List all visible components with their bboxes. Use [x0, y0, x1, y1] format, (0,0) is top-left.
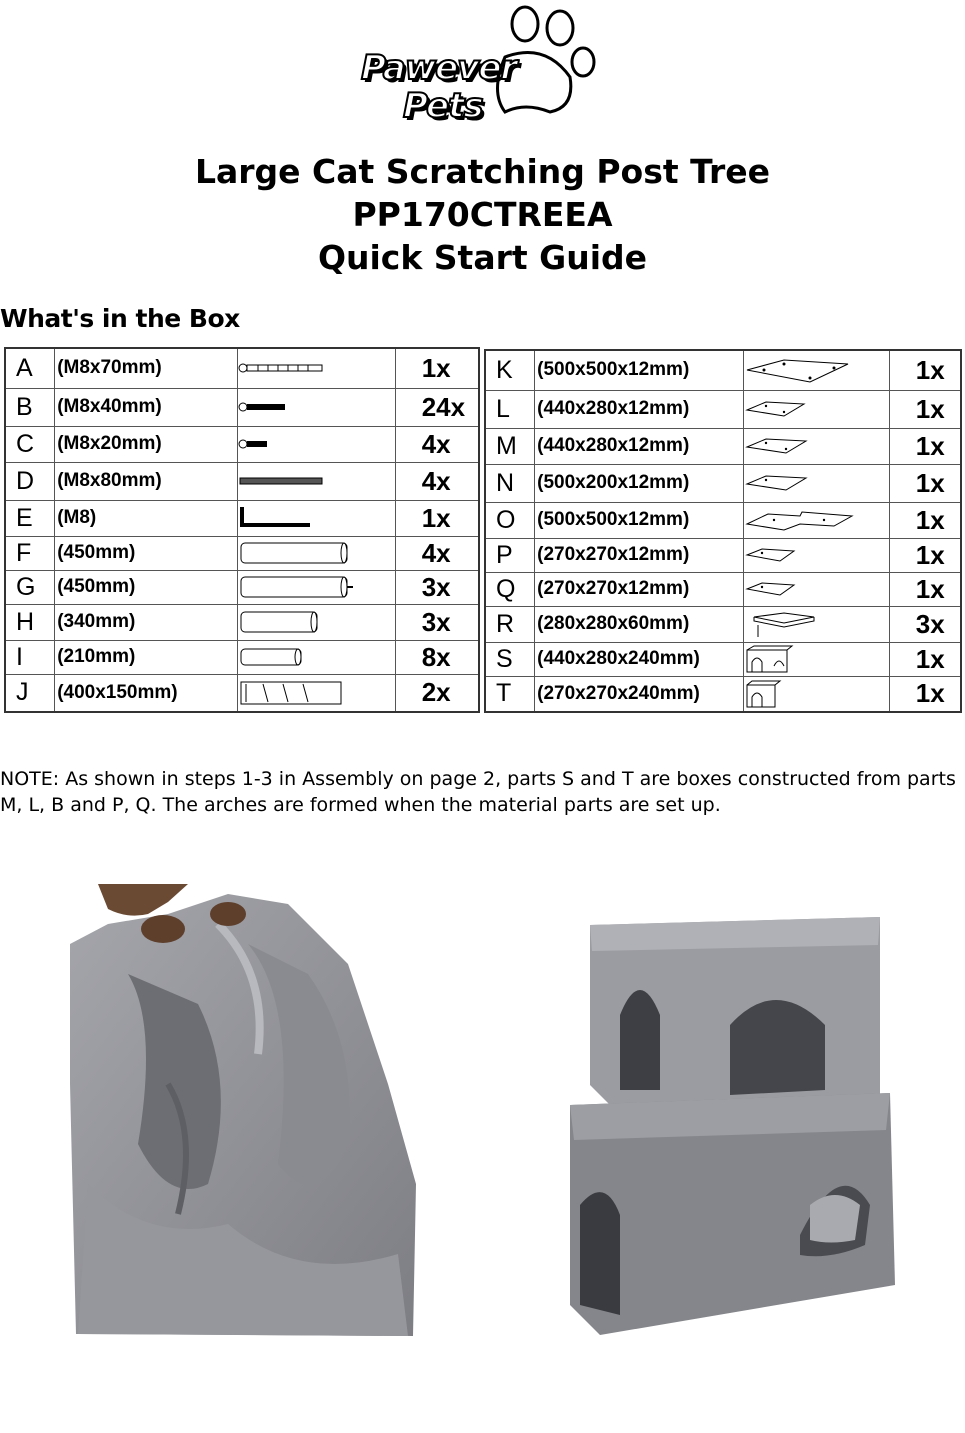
part-row: [5, 348, 479, 388]
part-size: (210mm): [55, 640, 238, 674]
part-size: (340mm): [55, 604, 238, 640]
threaded-rod-icon: [238, 462, 395, 500]
part-row: [5, 388, 479, 426]
part-letter: J: [5, 674, 55, 712]
post-icon: [238, 604, 395, 640]
part-size: (M8x40mm): [55, 388, 238, 426]
part-quantity: 2x: [395, 674, 479, 712]
large-board-icon: [744, 350, 889, 390]
part-quantity: 1x: [889, 428, 961, 464]
shaped-board-icon: [744, 502, 889, 538]
part-letter: D: [5, 462, 55, 500]
part-quantity: 3x: [395, 604, 479, 640]
parts-table-left: [4, 347, 480, 713]
part-size: (400x150mm): [55, 674, 238, 712]
part-quantity: 1x: [889, 350, 961, 390]
part-letter: H: [5, 604, 55, 640]
small-board-icon: [744, 390, 889, 428]
part-letter: E: [5, 500, 55, 536]
part-letter: P: [485, 538, 535, 572]
perch-icon: [744, 606, 889, 642]
title-product-name: Large Cat Scratching Post Tree: [194, 152, 771, 191]
part-row: [5, 604, 479, 640]
large-cube-icon: [744, 642, 889, 676]
allen-key-icon: [238, 500, 395, 536]
part-letter: I: [5, 640, 55, 674]
part-row: [485, 676, 961, 712]
assembly-note: NOTE: As shown in steps 1-3 in Assembly on page 2, parts S and T are boxes constructed from parts M, L, B and P, Q. The arches are formed when the material parts are set up.: [0, 768, 956, 816]
part-size: (500x500x12mm): [535, 502, 744, 538]
short-post-icon: [238, 640, 395, 674]
part-row: [5, 674, 479, 712]
part-letter: K: [485, 350, 535, 390]
part-row: [5, 536, 479, 570]
part-size: (M8): [55, 500, 238, 536]
brand-logo: [355, 2, 605, 132]
part-row: [485, 390, 961, 428]
part-letter: T: [485, 676, 535, 712]
tiny-board-icon: [744, 572, 889, 606]
part-size: (500x500x12mm): [535, 350, 744, 390]
medium-bolt-icon: [238, 388, 395, 426]
part-quantity: 1x: [889, 642, 961, 676]
part-row: [485, 350, 961, 390]
part-row: [485, 502, 961, 538]
part-quantity: 1x: [889, 538, 961, 572]
part-row: [5, 640, 479, 674]
part-row: [5, 570, 479, 604]
part-size: (440x280x12mm): [535, 390, 744, 428]
part-size: (M8x20mm): [55, 426, 238, 462]
part-letter: O: [485, 502, 535, 538]
logo-line-2: Pets: [403, 86, 483, 126]
part-letter: M: [485, 428, 535, 464]
part-letter: C: [5, 426, 55, 462]
part-row: [5, 462, 479, 500]
part-letter: G: [5, 570, 55, 604]
page-title: [0, 150, 965, 279]
part-quantity: 4x: [395, 536, 479, 570]
part-size: (500x200x12mm): [535, 464, 744, 502]
part-quantity: 1x: [889, 464, 961, 502]
whats-in-the-box-heading: What's in the Box: [0, 304, 240, 333]
part-letter: S: [485, 642, 535, 676]
part-quantity: 3x: [395, 570, 479, 604]
part-letter: L: [485, 390, 535, 428]
part-row: [5, 426, 479, 462]
part-quantity: 4x: [395, 426, 479, 462]
short-bolt-icon: [238, 426, 395, 462]
ramp-icon: [238, 674, 395, 712]
part-quantity: 8x: [395, 640, 479, 674]
part-row: [485, 642, 961, 676]
title-guide-name: Quick Start Guide: [317, 238, 648, 277]
parts-table-right: [484, 349, 962, 713]
part-quantity: 4x: [395, 462, 479, 500]
part-size: (M8x80mm): [55, 462, 238, 500]
part-row: [485, 572, 961, 606]
part-letter: R: [485, 606, 535, 642]
part-quantity: 1x: [889, 502, 961, 538]
part-quantity: 1x: [395, 500, 479, 536]
part-size: (270x270x12mm): [535, 572, 744, 606]
part-quantity: 1x: [889, 572, 961, 606]
part-quantity: 3x: [889, 606, 961, 642]
assembled-cubes-photo: [560, 905, 900, 1345]
part-row: [485, 464, 961, 502]
part-row: [485, 538, 961, 572]
part-quantity: 24x: [395, 388, 479, 426]
post-with-bolt-icon: [238, 570, 395, 604]
folded-fabric-box-photo: [68, 884, 416, 1336]
small-board-icon: [744, 428, 889, 464]
part-size: (450mm): [55, 536, 238, 570]
title-model-number: PP170CTREEA: [352, 195, 613, 234]
part-size: (270x270x12mm): [535, 538, 744, 572]
part-quantity: 1x: [889, 676, 961, 712]
part-size: (270x270x240mm): [535, 676, 744, 712]
tiny-board-icon: [744, 538, 889, 572]
long-bolt-icon: [238, 348, 395, 388]
part-size: (280x280x60mm): [535, 606, 744, 642]
part-row: [485, 606, 961, 642]
part-letter: F: [5, 536, 55, 570]
part-row: [485, 428, 961, 464]
part-letter: N: [485, 464, 535, 502]
part-letter: A: [5, 348, 55, 388]
part-size: (440x280x12mm): [535, 428, 744, 464]
part-row: [5, 500, 479, 536]
part-letter: Q: [485, 572, 535, 606]
part-size: (450mm): [55, 570, 238, 604]
part-letter: B: [5, 388, 55, 426]
small-board-icon: [744, 464, 889, 502]
part-quantity: 1x: [395, 348, 479, 388]
post-icon: [238, 536, 395, 570]
part-size: (M8x70mm): [55, 348, 238, 388]
part-quantity: 1x: [889, 390, 961, 428]
logo-line-1: Pawever: [361, 48, 517, 88]
small-cube-icon: [744, 676, 889, 712]
part-size: (440x280x240mm): [535, 642, 744, 676]
